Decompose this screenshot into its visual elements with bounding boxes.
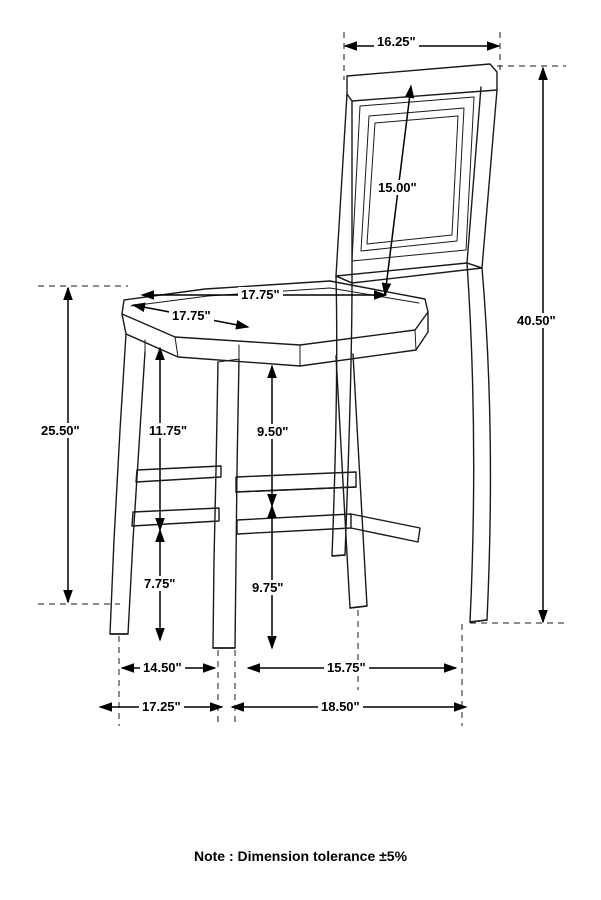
dim-label-footrest-height-front: 9.75": [249, 580, 286, 595]
dim-label-seat-depth-lower: 17.75": [169, 308, 214, 323]
dim-label-stretcher-height-front: 9.50": [254, 424, 291, 439]
dim-label-seat-height-front: 25.50": [38, 423, 83, 438]
dim-label-back-panel-height: 15.00": [375, 180, 420, 195]
tolerance-note: Note : Dimension tolerance ±5%: [193, 848, 408, 864]
dim-label-seat-depth-upper: 17.75": [238, 287, 283, 302]
dim-label-leg-spread-side: 14.50": [140, 660, 185, 675]
chair-illustration: [110, 64, 497, 648]
dim-label-footrest-height-side: 7.75": [141, 576, 178, 591]
dim-label-overall-height: 40.50": [514, 313, 559, 328]
dim-label-back-width: 16.25": [374, 34, 419, 49]
extension-lines: [38, 32, 566, 726]
dim-label-stretcher-height-side: 11.75": [146, 423, 190, 438]
dim-label-leg-spread-front: 15.75": [324, 660, 369, 675]
dim-label-overall-width-front: 18.50": [318, 699, 363, 714]
dim-label-overall-depth-side: 17.25": [139, 699, 184, 714]
